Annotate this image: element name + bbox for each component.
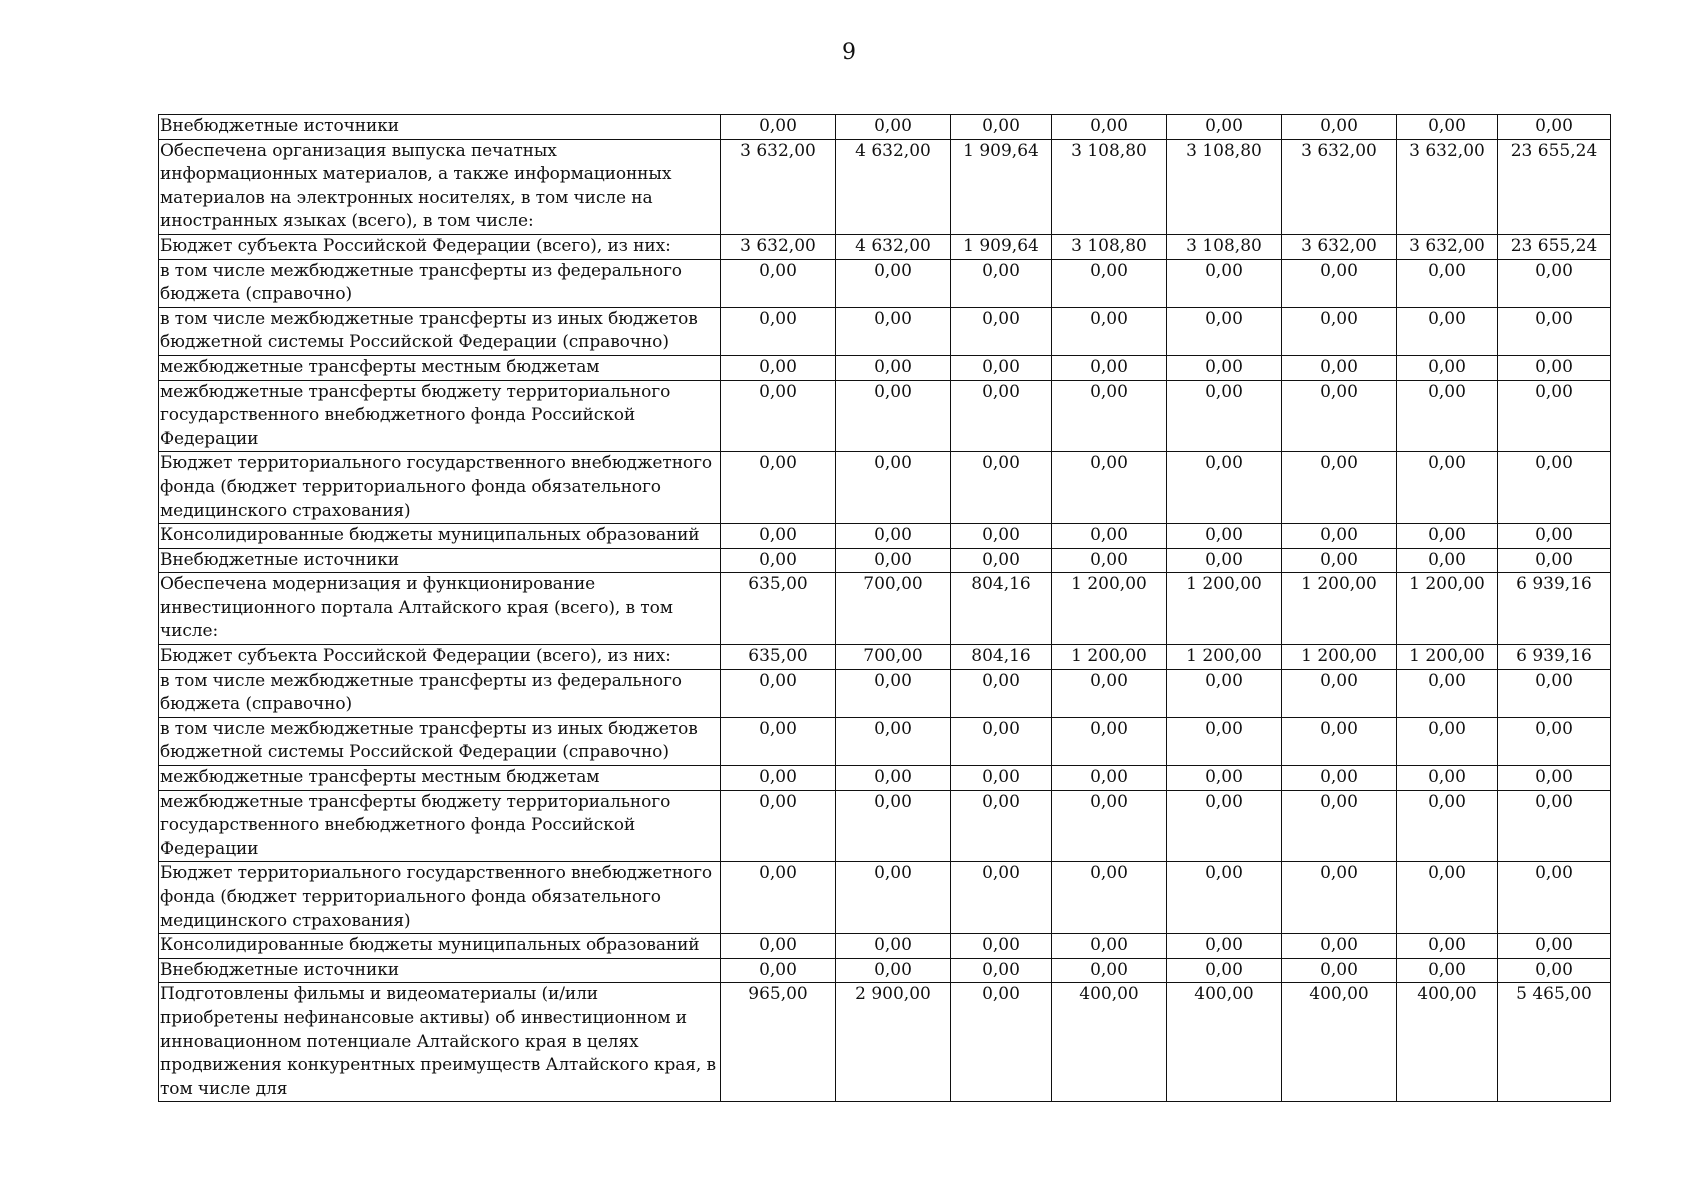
- value-cell: 0,00: [1052, 934, 1167, 959]
- value-cell: 3 108,80: [1052, 139, 1167, 234]
- value-cell: 0,00: [1498, 452, 1611, 524]
- value-cell: 0,00: [1397, 115, 1498, 140]
- value-cell: 2 900,00: [836, 983, 951, 1102]
- value-cell: 0,00: [1397, 524, 1498, 549]
- value-cell: 0,00: [1052, 259, 1167, 307]
- value-cell: 400,00: [1282, 983, 1397, 1102]
- value-cell: 0,00: [951, 766, 1052, 791]
- value-cell: 0,00: [836, 766, 951, 791]
- table-row: [159, 115, 1611, 140]
- value-cell: 0,00: [1052, 115, 1167, 140]
- value-cell: 0,00: [1397, 452, 1498, 524]
- value-cell: 0,00: [836, 862, 951, 934]
- value-cell: 0,00: [721, 524, 836, 549]
- value-cell: 0,00: [1167, 862, 1282, 934]
- value-cell: 0,00: [1498, 307, 1611, 355]
- value-cell: 0,00: [1397, 958, 1498, 983]
- row-label: Бюджет территориального государственного внебюджетного фонда (бюджет территориального фонда обязательного медицинского страхования): [159, 862, 721, 934]
- value-cell: 1 200,00: [1052, 573, 1167, 645]
- table-row: [159, 573, 1611, 645]
- value-cell: 0,00: [1498, 862, 1611, 934]
- value-cell: 0,00: [1397, 380, 1498, 452]
- value-cell: 0,00: [721, 259, 836, 307]
- value-cell: 0,00: [1498, 958, 1611, 983]
- value-cell: 0,00: [1167, 452, 1282, 524]
- value-cell: 0,00: [721, 115, 836, 140]
- value-cell: 0,00: [721, 862, 836, 934]
- value-cell: 0,00: [951, 259, 1052, 307]
- value-cell: 0,00: [1498, 717, 1611, 765]
- row-label: Обеспечена модернизация и функционирование инвестиционного портала Алтайского края (всего), в том числе:: [159, 573, 721, 645]
- value-cell: 400,00: [1052, 983, 1167, 1102]
- value-cell: 1 200,00: [1397, 645, 1498, 670]
- value-cell: 0,00: [1397, 934, 1498, 959]
- value-cell: 0,00: [1167, 380, 1282, 452]
- value-cell: 0,00: [836, 380, 951, 452]
- value-cell: 0,00: [1167, 717, 1282, 765]
- value-cell: 0,00: [1498, 934, 1611, 959]
- value-cell: 0,00: [1397, 862, 1498, 934]
- value-cell: 0,00: [1282, 259, 1397, 307]
- value-cell: 0,00: [1052, 669, 1167, 717]
- value-cell: 0,00: [951, 958, 1052, 983]
- value-cell: 0,00: [1397, 790, 1498, 862]
- value-cell: 3 108,80: [1167, 234, 1282, 259]
- value-cell: 0,00: [1167, 669, 1282, 717]
- value-cell: 0,00: [721, 355, 836, 380]
- row-label: Бюджет территориального государственного внебюджетного фонда (бюджет территориального фонда обязательного медицинского страхования): [159, 452, 721, 524]
- value-cell: 0,00: [951, 452, 1052, 524]
- row-label: Бюджет субъекта Российской Федерации (всего), из них:: [159, 645, 721, 670]
- value-cell: 0,00: [1498, 259, 1611, 307]
- value-cell: 3 632,00: [721, 234, 836, 259]
- value-cell: 0,00: [1397, 548, 1498, 573]
- value-cell: 0,00: [951, 790, 1052, 862]
- table-row: [159, 234, 1611, 259]
- value-cell: 0,00: [951, 669, 1052, 717]
- value-cell: 0,00: [951, 380, 1052, 452]
- row-label: Подготовлены фильмы и видеоматериалы (и/или приобретены нефинансовые активы) об инвестиционном и инновационном потенциале Алтайского края в целях продвижения конкурентных преимуществ Алтайского края, в том числе для: [159, 983, 721, 1102]
- value-cell: 700,00: [836, 645, 951, 670]
- value-cell: 635,00: [721, 645, 836, 670]
- value-cell: 0,00: [1498, 548, 1611, 573]
- row-label: Консолидированные бюджеты муниципальных образований: [159, 524, 721, 549]
- value-cell: 4 632,00: [836, 139, 951, 234]
- value-cell: 0,00: [721, 380, 836, 452]
- value-cell: 0,00: [721, 934, 836, 959]
- value-cell: 804,16: [951, 573, 1052, 645]
- value-cell: 0,00: [1282, 355, 1397, 380]
- value-cell: 0,00: [836, 307, 951, 355]
- table-row: [159, 259, 1611, 307]
- value-cell: 0,00: [1167, 958, 1282, 983]
- table-row: [159, 452, 1611, 524]
- value-cell: 0,00: [1282, 524, 1397, 549]
- value-cell: 0,00: [1052, 548, 1167, 573]
- table-row: [159, 766, 1611, 791]
- table-row: [159, 380, 1611, 452]
- value-cell: 0,00: [1052, 524, 1167, 549]
- value-cell: 0,00: [1052, 766, 1167, 791]
- value-cell: 0,00: [836, 259, 951, 307]
- value-cell: 3 632,00: [721, 139, 836, 234]
- value-cell: 3 632,00: [1282, 139, 1397, 234]
- value-cell: 0,00: [721, 307, 836, 355]
- value-cell: 4 632,00: [836, 234, 951, 259]
- value-cell: 0,00: [1282, 452, 1397, 524]
- value-cell: 0,00: [1498, 355, 1611, 380]
- value-cell: 0,00: [836, 790, 951, 862]
- value-cell: 0,00: [1167, 766, 1282, 791]
- value-cell: 400,00: [1397, 983, 1498, 1102]
- value-cell: 0,00: [836, 669, 951, 717]
- value-cell: 0,00: [1167, 355, 1282, 380]
- row-label: Внебюджетные источники: [159, 958, 721, 983]
- value-cell: 0,00: [836, 452, 951, 524]
- value-cell: 804,16: [951, 645, 1052, 670]
- table-body: [159, 115, 1611, 1102]
- value-cell: 0,00: [951, 983, 1052, 1102]
- row-label: Внебюджетные источники: [159, 548, 721, 573]
- value-cell: 0,00: [836, 958, 951, 983]
- row-label: в том числе межбюджетные трансферты из федерального бюджета (справочно): [159, 259, 721, 307]
- value-cell: 5 465,00: [1498, 983, 1611, 1102]
- value-cell: 0,00: [951, 862, 1052, 934]
- value-cell: 0,00: [1498, 790, 1611, 862]
- value-cell: 0,00: [721, 766, 836, 791]
- value-cell: 0,00: [836, 548, 951, 573]
- value-cell: 0,00: [1397, 355, 1498, 380]
- table-row: [159, 307, 1611, 355]
- value-cell: 0,00: [1282, 790, 1397, 862]
- value-cell: 0,00: [1282, 717, 1397, 765]
- value-cell: 0,00: [1282, 958, 1397, 983]
- value-cell: 0,00: [951, 934, 1052, 959]
- value-cell: 0,00: [836, 115, 951, 140]
- table-row: [159, 139, 1611, 234]
- value-cell: 3 108,80: [1052, 234, 1167, 259]
- value-cell: 0,00: [951, 717, 1052, 765]
- value-cell: 3 108,80: [1167, 139, 1282, 234]
- value-cell: 1 200,00: [1167, 573, 1282, 645]
- row-label: Обеспечена организация выпуска печатных информационных материалов, а также информационных материалов на электронных носителях, в том числе на иностранных языках (всего), в том числе:: [159, 139, 721, 234]
- table-row: [159, 717, 1611, 765]
- value-cell: 0,00: [721, 790, 836, 862]
- value-cell: 1 909,64: [951, 139, 1052, 234]
- table-row: [159, 645, 1611, 670]
- value-cell: 1 200,00: [1052, 645, 1167, 670]
- value-cell: 0,00: [1052, 307, 1167, 355]
- value-cell: 1 200,00: [1397, 573, 1498, 645]
- value-cell: 0,00: [721, 669, 836, 717]
- row-label: Консолидированные бюджеты муниципальных образований: [159, 934, 721, 959]
- table-row: [159, 958, 1611, 983]
- value-cell: 0,00: [1397, 259, 1498, 307]
- value-cell: 0,00: [1052, 355, 1167, 380]
- table-row: [159, 548, 1611, 573]
- value-cell: 700,00: [836, 573, 951, 645]
- value-cell: 0,00: [951, 115, 1052, 140]
- value-cell: 6 939,16: [1498, 645, 1611, 670]
- value-cell: 0,00: [1397, 717, 1498, 765]
- value-cell: 0,00: [1282, 766, 1397, 791]
- page-number: 9: [842, 40, 856, 65]
- row-label: межбюджетные трансферты местным бюджетам: [159, 355, 721, 380]
- value-cell: 0,00: [1397, 307, 1498, 355]
- row-label: межбюджетные трансферты бюджету территориального государственного внебюджетного фонда Российской Федерации: [159, 380, 721, 452]
- value-cell: 0,00: [1052, 862, 1167, 934]
- value-cell: 400,00: [1167, 983, 1282, 1102]
- table-row: [159, 355, 1611, 380]
- value-cell: 0,00: [1282, 669, 1397, 717]
- table-row: [159, 669, 1611, 717]
- row-label: в том числе межбюджетные трансферты из федерального бюджета (справочно): [159, 669, 721, 717]
- table-row: [159, 862, 1611, 934]
- value-cell: 965,00: [721, 983, 836, 1102]
- value-cell: 23 655,24: [1498, 139, 1611, 234]
- value-cell: 0,00: [836, 524, 951, 549]
- value-cell: 0,00: [721, 548, 836, 573]
- value-cell: 0,00: [1167, 115, 1282, 140]
- row-label: межбюджетные трансферты бюджету территориального государственного внебюджетного фонда Российской Федерации: [159, 790, 721, 862]
- value-cell: 1 200,00: [1282, 645, 1397, 670]
- value-cell: 0,00: [1167, 524, 1282, 549]
- value-cell: 0,00: [721, 958, 836, 983]
- value-cell: 23 655,24: [1498, 234, 1611, 259]
- value-cell: 0,00: [1498, 524, 1611, 549]
- value-cell: 0,00: [1498, 380, 1611, 452]
- value-cell: 3 632,00: [1397, 234, 1498, 259]
- value-cell: 0,00: [1498, 766, 1611, 791]
- value-cell: 0,00: [1052, 790, 1167, 862]
- value-cell: 0,00: [1282, 380, 1397, 452]
- value-cell: 0,00: [1167, 307, 1282, 355]
- value-cell: 3 632,00: [1397, 139, 1498, 234]
- value-cell: 0,00: [836, 934, 951, 959]
- value-cell: 0,00: [1052, 717, 1167, 765]
- value-cell: 0,00: [951, 355, 1052, 380]
- value-cell: 0,00: [951, 524, 1052, 549]
- value-cell: 0,00: [836, 717, 951, 765]
- value-cell: 1 200,00: [1282, 573, 1397, 645]
- value-cell: 0,00: [1498, 115, 1611, 140]
- value-cell: 0,00: [1397, 766, 1498, 791]
- value-cell: 0,00: [951, 548, 1052, 573]
- value-cell: 0,00: [1052, 452, 1167, 524]
- table-row: [159, 790, 1611, 862]
- row-label: межбюджетные трансферты местным бюджетам: [159, 766, 721, 791]
- table-row: [159, 524, 1611, 549]
- value-cell: 0,00: [721, 717, 836, 765]
- value-cell: 0,00: [951, 307, 1052, 355]
- value-cell: 0,00: [1167, 934, 1282, 959]
- value-cell: 0,00: [1167, 259, 1282, 307]
- value-cell: 0,00: [1282, 934, 1397, 959]
- value-cell: 0,00: [1397, 669, 1498, 717]
- value-cell: 0,00: [1052, 380, 1167, 452]
- value-cell: 6 939,16: [1498, 573, 1611, 645]
- row-label: Внебюджетные источники: [159, 115, 721, 140]
- table-row: [159, 934, 1611, 959]
- value-cell: 0,00: [1282, 115, 1397, 140]
- row-label: в том числе межбюджетные трансферты из иных бюджетов бюджетной системы Российской Федерации (справочно): [159, 717, 721, 765]
- budget-table: [158, 114, 1611, 1102]
- value-cell: 0,00: [721, 452, 836, 524]
- value-cell: 1 909,64: [951, 234, 1052, 259]
- value-cell: 0,00: [836, 355, 951, 380]
- table-row: [159, 983, 1611, 1102]
- row-label: в том числе межбюджетные трансферты из иных бюджетов бюджетной системы Российской Федерации (справочно): [159, 307, 721, 355]
- value-cell: 635,00: [721, 573, 836, 645]
- value-cell: 0,00: [1282, 548, 1397, 573]
- value-cell: 0,00: [1282, 307, 1397, 355]
- value-cell: 1 200,00: [1167, 645, 1282, 670]
- value-cell: 0,00: [1498, 669, 1611, 717]
- value-cell: 0,00: [1167, 548, 1282, 573]
- value-cell: 0,00: [1167, 790, 1282, 862]
- value-cell: 0,00: [1282, 862, 1397, 934]
- row-label: Бюджет субъекта Российской Федерации (всего), из них:: [159, 234, 721, 259]
- value-cell: 3 632,00: [1282, 234, 1397, 259]
- value-cell: 0,00: [1052, 958, 1167, 983]
